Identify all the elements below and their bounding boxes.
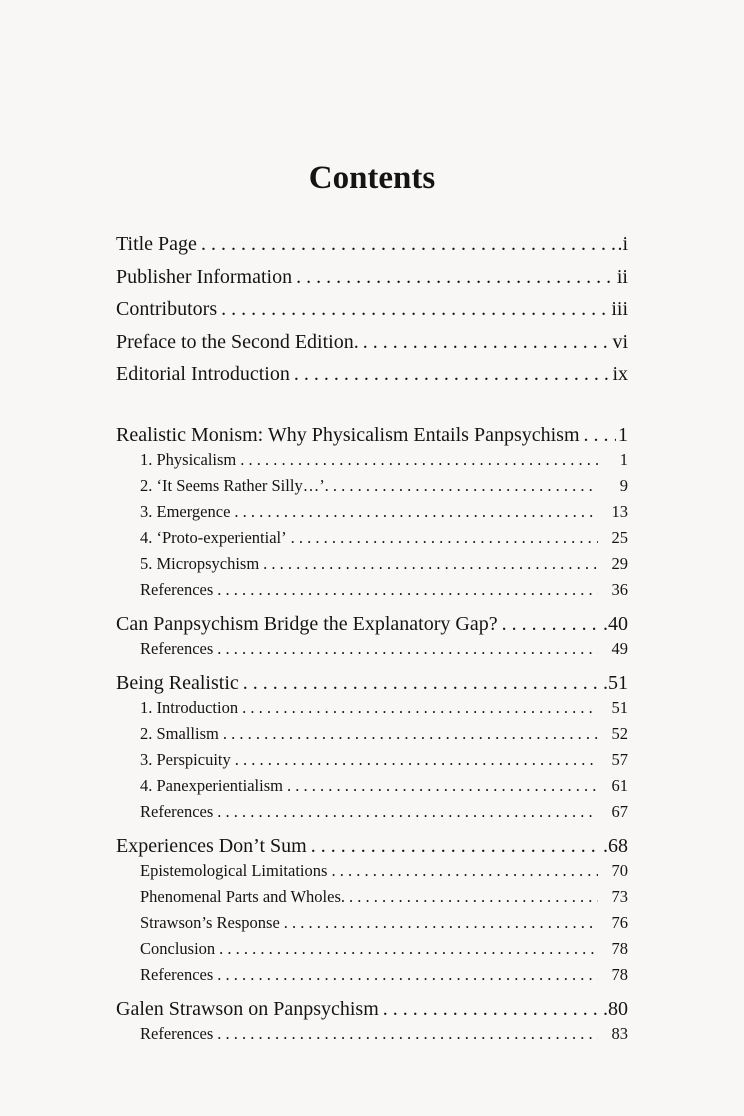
toc-entry-front-matter[interactable] — [116, 296, 628, 322]
page-number: .80 — [603, 998, 628, 1020]
toc-entry-chapter[interactable] — [116, 422, 628, 448]
page-number: 61 — [611, 776, 628, 795]
dot-leader — [215, 938, 598, 960]
dot-leader — [217, 296, 609, 322]
toc-entry-front-matter[interactable] — [116, 329, 628, 355]
entry-label: Preface to the Second Edition. — [116, 330, 359, 353]
toc-entry-front-matter[interactable] — [116, 264, 628, 290]
toc-entry-chapter[interactable] — [116, 996, 628, 1022]
toc-entry-section[interactable] — [140, 749, 628, 771]
entry-label: Can Panpsychism Bridge the Explanatory Gap? — [116, 613, 498, 635]
page-number: 49 — [611, 639, 628, 658]
toc-entry-section[interactable] — [140, 964, 628, 986]
page-number: 36 — [611, 580, 628, 599]
page-number: iii — [611, 298, 628, 320]
dot-leader — [213, 638, 598, 660]
entry-label: Conclusion — [140, 939, 216, 958]
toc-entry-chapter[interactable] — [116, 670, 628, 696]
page-number: 25 — [611, 528, 628, 547]
entry-label: Contributors — [116, 298, 218, 320]
toc-entry-section[interactable] — [140, 449, 628, 471]
dot-leader — [283, 775, 598, 797]
page-number: 52 — [611, 724, 628, 743]
page-number: 1 — [618, 424, 628, 446]
entry-label: 2. Smallism — [140, 724, 219, 743]
toc-entry-section[interactable] — [140, 553, 628, 575]
page-number: 73 — [611, 887, 628, 906]
page-number: 67 — [611, 802, 628, 821]
entry-label: References — [140, 639, 214, 658]
dot-leader — [239, 670, 601, 696]
page-number: 76 — [611, 913, 628, 932]
entry-label: Experiences Don’t Sum — [116, 835, 307, 857]
toc-entry-section[interactable] — [140, 912, 628, 934]
page-number: vi — [612, 330, 628, 353]
entry-label: Galen Strawson on Panpsychism — [116, 998, 379, 1020]
dot-leader — [329, 475, 598, 497]
toc-entry-section[interactable] — [140, 886, 628, 908]
toc-entry-chapter[interactable] — [116, 611, 628, 637]
entry-label: Strawson’s Response — [140, 913, 280, 932]
dot-leader — [238, 697, 598, 719]
entry-label: References — [140, 1024, 214, 1043]
page-number: 78 — [611, 939, 628, 958]
page-number: 13 — [611, 502, 628, 521]
toc-entry-section[interactable] — [140, 723, 628, 745]
toc-entry-section[interactable] — [140, 638, 628, 660]
dot-leader — [345, 886, 598, 908]
toc-entry-section[interactable] — [140, 527, 628, 549]
toc-entry-chapter[interactable] — [116, 833, 628, 859]
toc-entry-section[interactable] — [140, 801, 628, 823]
entry-label: Title Page — [116, 233, 197, 255]
dot-leader — [213, 801, 598, 823]
toc-entry-section[interactable] — [140, 697, 628, 719]
dot-leader — [498, 611, 601, 637]
dot-leader — [213, 964, 598, 986]
entry-label: Phenomenal Parts and Wholes. — [140, 887, 345, 906]
entry-label: Publisher Information — [116, 265, 293, 288]
page-number: ix — [612, 363, 628, 385]
dot-leader — [327, 860, 598, 882]
toc-entry-section[interactable] — [140, 501, 628, 523]
entry-label: Epistemological Limitations — [140, 861, 328, 880]
dot-leader — [379, 996, 601, 1022]
dot-leader — [236, 449, 598, 471]
toc-entry-section[interactable] — [140, 579, 628, 601]
dot-leader — [580, 422, 616, 448]
toc-entry-section[interactable] — [140, 938, 628, 960]
toc-entry-section[interactable] — [140, 475, 628, 497]
entry-label: Being Realistic — [116, 672, 239, 694]
toc-entry-section[interactable] — [140, 775, 628, 797]
dot-leader — [307, 833, 601, 859]
dot-leader — [287, 527, 598, 549]
dot-leader — [280, 912, 598, 934]
page-title: Contents — [308, 160, 436, 196]
page-number: 57 — [611, 750, 628, 769]
page-number: 83 — [611, 1024, 628, 1043]
page-number: .51 — [603, 672, 628, 694]
dot-leader — [213, 579, 598, 601]
dot-leader — [213, 1023, 598, 1045]
entry-label: 1. Physicalism — [140, 450, 237, 469]
page-number: 29 — [611, 554, 628, 573]
page-number: 51 — [611, 698, 628, 717]
entry-label: Editorial Introduction — [116, 363, 290, 385]
toc-entry-front-matter[interactable] — [116, 231, 628, 257]
entry-label: References — [140, 580, 214, 599]
dot-leader — [359, 329, 611, 355]
entry-label: 3. Emergence — [140, 502, 231, 521]
dot-leader — [259, 553, 598, 575]
dot-leader — [231, 749, 598, 771]
entry-label: 2. ‘It Seems Rather Silly…’. — [140, 476, 329, 495]
entry-label: References — [140, 802, 214, 821]
entry-label: 3. Perspicuity — [140, 750, 231, 769]
page-number: 9 — [619, 476, 628, 495]
dot-leader — [292, 264, 615, 290]
toc-entry-front-matter[interactable] — [116, 361, 628, 387]
dot-leader — [219, 723, 598, 745]
dot-leader — [197, 231, 616, 257]
page-number: .40 — [603, 613, 628, 635]
entry-label: References — [140, 965, 214, 984]
page-number: 1 — [619, 450, 628, 469]
page-number: ii — [616, 265, 628, 288]
page-number: .68 — [603, 835, 628, 857]
page-number: 78 — [611, 965, 628, 984]
entry-label: Realistic Monism: Why Physicalism Entails Panpsychism — [116, 424, 580, 446]
entry-label: 4. ‘Proto-experiential’ — [140, 528, 287, 547]
page-number: .i — [617, 233, 628, 255]
dot-leader — [290, 361, 611, 387]
entry-label: 1. Introduction — [140, 698, 239, 717]
toc-entry-section[interactable] — [140, 1023, 628, 1045]
page-number: 70 — [611, 861, 628, 880]
toc-entry-section[interactable] — [140, 860, 628, 882]
entry-label: 4. Panexperientialism — [140, 776, 283, 795]
entry-label: 5. Micropsychism — [140, 554, 260, 573]
dot-leader — [230, 501, 598, 523]
